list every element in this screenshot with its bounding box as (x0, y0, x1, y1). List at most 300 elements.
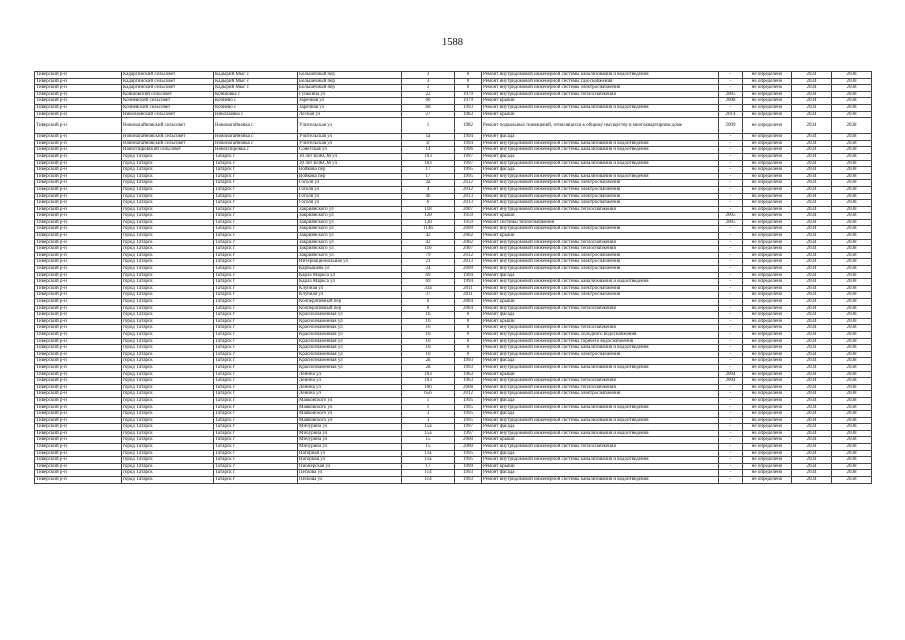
street-cell: 30 лет ВЛКСМ ул (298, 153, 402, 160)
locality-cell: Татарск г (214, 397, 298, 404)
plan-start-year-cell: 2034 (792, 91, 832, 98)
plan-end-year-cell: 2038 (832, 404, 872, 411)
build-year-cell: 1995 (455, 417, 482, 424)
plan-end-year-cell: 2038 (832, 272, 872, 279)
build-year-cell: 1997 (455, 160, 482, 167)
settlement-cell: город Татарск (122, 200, 214, 207)
plan-start-year-cell: 2034 (792, 134, 832, 141)
street-cell: Нагорная ул (298, 450, 402, 457)
district-cell: Тиверский р-н (35, 430, 122, 437)
table-row (35, 279, 872, 286)
plan-start-year-cell: 2034 (792, 167, 832, 174)
plan-start-year-cell: 2034 (792, 318, 832, 325)
plan-end-year-cell: 2038 (832, 118, 872, 134)
plan-end-year-cell: 2038 (832, 325, 872, 332)
last-repair-cell: - (719, 351, 743, 358)
work-type-cell: Ремонт внутридомовой инженерной системы электроснабжения (482, 200, 719, 207)
last-repair-cell: - (719, 140, 743, 147)
table-row (35, 219, 872, 226)
status-cell: не определено (743, 78, 792, 85)
street-cell: Закриянского ул (298, 246, 402, 253)
house-number-cell: 24 (402, 266, 455, 273)
plan-end-year-cell: 2038 (832, 378, 872, 385)
last-repair-cell: - (719, 72, 743, 79)
build-year-cell: 1959 (455, 219, 482, 226)
status-cell: не определено (743, 463, 792, 470)
status-cell: не определено (743, 206, 792, 213)
district-cell: Тиверский р-н (35, 104, 122, 111)
house-number-cell: 103 (402, 153, 455, 160)
locality-cell: Татарск г (214, 153, 298, 160)
plan-end-year-cell: 2038 (832, 266, 872, 273)
settlement-cell: город Татарск (122, 358, 214, 365)
plan-end-year-cell: 2038 (832, 417, 872, 424)
work-type-cell: Ремонт фасада (482, 424, 719, 431)
locality-cell: Татарск г (214, 444, 298, 451)
house-number-cell: 3 (402, 417, 455, 424)
status-cell: не определено (743, 351, 792, 358)
build-year-cell: 1979 (455, 91, 482, 98)
locality-cell: Кадырий Мыс с (214, 72, 298, 79)
street-cell: Мичурина ул (298, 437, 402, 444)
build-year-cell: 0 (455, 85, 482, 92)
status-cell: не определено (743, 411, 792, 418)
work-type-cell: Ремонт фасада (482, 153, 719, 160)
settlement-cell: город Татарск (122, 299, 214, 306)
settlement-cell: Кочневский сельсовет (122, 98, 214, 105)
table-row (35, 470, 872, 477)
locality-cell: Татарск г (214, 430, 298, 437)
table-row (35, 85, 872, 92)
work-type-cell: Ремонт внутридомовой инженерной системы канализования и водоотведения (482, 140, 719, 147)
table-row (35, 358, 872, 365)
plan-end-year-cell: 2038 (832, 411, 872, 418)
district-cell: Тиверский р-н (35, 279, 122, 286)
street-cell: Пескова ул (298, 477, 402, 484)
table-row (35, 111, 872, 118)
house-number-cell: 1 (402, 404, 455, 411)
locality-cell: Татарск г (214, 318, 298, 325)
plan-end-year-cell: 2038 (832, 98, 872, 105)
district-cell: Тиверский р-н (35, 444, 122, 451)
table-row (35, 160, 872, 167)
street-cell: Учительская ул (298, 134, 402, 141)
status-cell: не определено (743, 312, 792, 319)
last-repair-cell: - (719, 364, 743, 371)
plan-start-year-cell: 2034 (792, 312, 832, 319)
district-cell: Тиверский р-н (35, 147, 122, 154)
street-cell: Карбышева ул (298, 266, 402, 273)
build-year-cell: 1993 (455, 477, 482, 484)
work-type-cell: Ремонт фасада (482, 397, 719, 404)
build-year-cell: 1995 (455, 411, 482, 418)
district-cell: Тиверский р-н (35, 397, 122, 404)
settlement-cell: город Татарск (122, 404, 214, 411)
street-cell: Большечный пер (298, 78, 402, 85)
district-cell: Тиверский р-н (35, 226, 122, 233)
build-year-cell: 2009 (455, 266, 482, 273)
district-cell: Тиверский р-н (35, 213, 122, 220)
locality-cell: Татарск г (214, 213, 298, 220)
plan-start-year-cell: 2034 (792, 118, 832, 134)
settlement-cell: город Татарск (122, 153, 214, 160)
settlement-cell: город Татарск (122, 331, 214, 338)
plan-start-year-cell: 2034 (792, 279, 832, 286)
plan-start-year-cell: 2034 (792, 193, 832, 200)
status-cell: не определено (743, 457, 792, 464)
table-row (35, 371, 872, 378)
last-repair-cell: - (719, 285, 743, 292)
build-year-cell: 2012 (455, 252, 482, 259)
plan-end-year-cell: 2038 (832, 470, 872, 477)
locality-cell: Татарск г (214, 299, 298, 306)
plan-end-year-cell: 2038 (832, 450, 872, 457)
status-cell: не определено (743, 417, 792, 424)
build-year-cell: 0 (455, 325, 482, 332)
plan-end-year-cell: 2038 (832, 180, 872, 187)
table-row (35, 391, 872, 398)
locality-cell: Татарск г (214, 279, 298, 286)
settlement-cell: город Татарск (122, 371, 214, 378)
district-cell: Тиверский р-н (35, 98, 122, 105)
status-cell: не определено (743, 173, 792, 180)
street-cell: Маяковского ул (298, 404, 402, 411)
street-cell: Гоголя ул (298, 180, 402, 187)
build-year-cell: 1959 (455, 213, 482, 220)
status-cell: не определено (743, 167, 792, 174)
build-year-cell: 1979 (455, 98, 482, 105)
street-cell: Большечный пер (298, 85, 402, 92)
plan-end-year-cell: 2038 (832, 299, 872, 306)
work-type-cell: Ремонт крыши (482, 371, 719, 378)
locality-cell: Новонагайновка с (214, 118, 298, 134)
build-year-cell: 1983 (455, 111, 482, 118)
plan-end-year-cell: 2038 (832, 167, 872, 174)
plan-end-year-cell: 2038 (832, 312, 872, 319)
work-type-cell: Ремонт внутридомовой инженерной системы канализования и водоотведения (482, 345, 719, 352)
district-cell: Тиверский р-н (35, 404, 122, 411)
street-cell: Краснознаменная ул (298, 312, 402, 319)
work-type-cell: Ремонт внутридомовой инженерной системы электроснабжения (482, 292, 719, 299)
house-number-cell: 103 (402, 371, 455, 378)
locality-cell: Татарск г (214, 358, 298, 365)
locality-cell: Коншовка с (214, 91, 298, 98)
table-row (35, 424, 872, 431)
house-number-cell: 103 (402, 378, 455, 385)
locality-cell: Татарск г (214, 384, 298, 391)
settlement-cell: город Татарск (122, 450, 214, 457)
locality-cell: Татарск г (214, 437, 298, 444)
street-cell: Карла Маркса ул (298, 279, 402, 286)
locality-cell: Татарск г (214, 450, 298, 457)
plan-end-year-cell: 2038 (832, 430, 872, 437)
house-number-cell: 128 (402, 219, 455, 226)
build-year-cell: 2008 (455, 384, 482, 391)
settlement-cell: Кадаргинский сельсовет (122, 78, 214, 85)
build-year-cell: 1995 (455, 450, 482, 457)
street-cell: Закриянского ул (298, 226, 402, 233)
status-cell: не определено (743, 331, 792, 338)
settlement-cell: город Татарск (122, 364, 214, 371)
status-cell: не определено (743, 193, 792, 200)
house-number-cell: 42 (402, 233, 455, 240)
plan-start-year-cell: 2034 (792, 173, 832, 180)
house-number-cell: 4 (402, 186, 455, 193)
settlement-cell: город Татарск (122, 246, 214, 253)
locality-cell: Татарск г (214, 266, 298, 273)
work-type-cell: Ремонт внутридомовой инженерной системы электроснабжения (482, 226, 719, 233)
build-year-cell: 1997 (455, 430, 482, 437)
locality-cell: Татарск г (214, 305, 298, 312)
work-type-cell: Ремонт фасада (482, 470, 719, 477)
plan-start-year-cell: 2034 (792, 104, 832, 111)
build-year-cell: 0 (455, 318, 482, 325)
plan-start-year-cell: 2034 (792, 246, 832, 253)
last-repair-cell: 2005 (719, 91, 743, 98)
settlement-cell: город Татарск (122, 186, 214, 193)
locality-cell: Татарск г (214, 331, 298, 338)
house-number-cell: 16 (402, 318, 455, 325)
status-cell: не определено (743, 272, 792, 279)
house-number-cell: 37 (402, 292, 455, 299)
plan-start-year-cell: 2034 (792, 111, 832, 118)
district-cell: Тиверский р-н (35, 292, 122, 299)
plan-end-year-cell: 2038 (832, 213, 872, 220)
build-year-cell: 1999 (455, 463, 482, 470)
work-type-cell: Ремонт фасада (482, 167, 719, 174)
district-cell: Тиверский р-н (35, 193, 122, 200)
district-cell: Тиверский р-н (35, 318, 122, 325)
table-row (35, 325, 872, 332)
last-repair-cell: - (719, 312, 743, 319)
table-row (35, 252, 872, 259)
settlement-cell: город Татарск (122, 325, 214, 332)
table-row (35, 246, 872, 253)
settlement-cell: город Татарск (122, 305, 214, 312)
last-repair-cell: - (719, 85, 743, 92)
street-cell: Пескова ул (298, 470, 402, 477)
locality-cell: Татарск г (214, 186, 298, 193)
district-cell: Тиверский р-н (35, 364, 122, 371)
street-cell: Клубная ул (298, 292, 402, 299)
house-number-cell: 128 (402, 213, 455, 220)
status-cell: не определено (743, 147, 792, 154)
plan-end-year-cell: 2038 (832, 206, 872, 213)
street-cell: Краснознаменная ул (298, 345, 402, 352)
work-type-cell: Ремонт внутридомовой инженерной системы электроснабжения (482, 193, 719, 200)
build-year-cell: 1993 (455, 104, 482, 111)
last-repair-cell: - (719, 424, 743, 431)
locality-cell: Кочнево с (214, 104, 298, 111)
work-type-cell: Ремонт внутридомовой инженерной системы теплоснабжения (482, 246, 719, 253)
district-cell: Тиверский р-н (35, 206, 122, 213)
district-cell: Тиверский р-н (35, 180, 122, 187)
work-type-cell: Ремонт внутридомовой инженерной системы электроснабжения (482, 85, 719, 92)
settlement-cell: город Татарск (122, 351, 214, 358)
build-year-cell: 2004 (455, 305, 482, 312)
district-cell: Тиверский р-н (35, 470, 122, 477)
settlement-cell: Новонагайновский сельсовет (122, 134, 214, 141)
locality-cell: Татарск г (214, 338, 298, 345)
last-repair-cell: - (719, 233, 743, 240)
plan-start-year-cell: 2034 (792, 219, 832, 226)
district-cell: Тиверский р-н (35, 153, 122, 160)
status-cell: не определено (743, 345, 792, 352)
last-repair-cell: - (719, 397, 743, 404)
locality-cell: Татарск г (214, 233, 298, 240)
plan-start-year-cell: 2034 (792, 153, 832, 160)
work-type-cell: Ремонт внутридомовой инженерной системы холодного водоснабжения (482, 331, 719, 338)
plan-start-year-cell: 2034 (792, 226, 832, 233)
plan-start-year-cell: 2034 (792, 391, 832, 398)
table-row (35, 153, 872, 160)
plan-start-year-cell: 2034 (792, 345, 832, 352)
locality-cell: Татарск г (214, 167, 298, 174)
table-row (35, 259, 872, 266)
house-number-cell: 114 (402, 470, 455, 477)
work-type-cell: Ремонт внутридомовой инженерной системы электроснабжения (482, 266, 719, 273)
locality-cell: Татарск г (214, 206, 298, 213)
house-number-cell: 3 (402, 78, 455, 85)
work-type-cell: Ремонт системы теплоснабжения (482, 219, 719, 226)
street-cell: Закриянского ул (298, 233, 402, 240)
locality-cell: Татарск г (214, 173, 298, 180)
last-repair-cell: - (719, 463, 743, 470)
table-row (35, 345, 872, 352)
plan-start-year-cell: 2034 (792, 206, 832, 213)
build-year-cell: 1993 (455, 358, 482, 365)
street-cell: Краснознаменная ул (298, 318, 402, 325)
district-cell: Тиверский р-н (35, 78, 122, 85)
page-number: 1588 (442, 37, 463, 48)
settlement-cell: Кадаргинский сельсовет (122, 72, 214, 79)
house-number-cell: 1 (402, 397, 455, 404)
house-number-cell: 3 (402, 411, 455, 418)
house-number-cell: 2а (402, 180, 455, 187)
plan-start-year-cell: 2034 (792, 78, 832, 85)
district-cell: Тиверский р-н (35, 450, 122, 457)
settlement-cell: город Татарск (122, 391, 214, 398)
work-type-cell: Ремонт внутридомовой инженерной системы электроснабжения (482, 252, 719, 259)
table-row (35, 444, 872, 451)
build-year-cell: 1995 (455, 457, 482, 464)
settlement-cell: город Татарск (122, 213, 214, 220)
work-type-cell: Ремонт фасада (482, 450, 719, 457)
district-cell: Тиверский р-н (35, 200, 122, 207)
last-repair-cell: - (719, 457, 743, 464)
locality-cell: Новоспировка с (214, 147, 298, 154)
locality-cell: Татарск г (214, 219, 298, 226)
street-cell: Маяковского ул (298, 397, 402, 404)
work-type-cell: Ремонт внутридомовой инженерной системы канализования и водоотведения (482, 404, 719, 411)
settlement-cell: город Татарск (122, 206, 214, 213)
street-cell: Учительская ул (298, 118, 402, 134)
table-row (35, 397, 872, 404)
status-cell: не определено (743, 85, 792, 92)
house-number-cell: 4б (402, 193, 455, 200)
build-year-cell: 2009 (455, 226, 482, 233)
district-cell: Тиверский р-н (35, 378, 122, 385)
work-type-cell: Ремонт фасада (482, 272, 719, 279)
build-year-cell: 1995 (455, 397, 482, 404)
locality-cell: Татарск г (214, 180, 298, 187)
last-repair-cell: - (719, 305, 743, 312)
house-number-cell: 114б (402, 226, 455, 233)
table-row (35, 404, 872, 411)
settlement-cell: город Татарск (122, 259, 214, 266)
build-year-cell: 1994 (455, 272, 482, 279)
table-row (35, 78, 872, 85)
district-cell: Тиверский р-н (35, 239, 122, 246)
locality-cell: Татарск г (214, 404, 298, 411)
status-cell: не определено (743, 98, 792, 105)
last-repair-cell: 2009 (719, 118, 743, 134)
district-cell: Тиверский р-н (35, 285, 122, 292)
house-number-cell: 16 (402, 351, 455, 358)
work-type-cell: Ремонт крыши (482, 98, 719, 105)
plan-end-year-cell: 2038 (832, 331, 872, 338)
house-number-cell: 65б (402, 391, 455, 398)
street-cell: Заречная ул (298, 104, 402, 111)
work-type-cell: Ремонт внутридомовой инженерной системы теплоснабжения (482, 444, 719, 451)
status-cell: не определено (743, 378, 792, 385)
plan-end-year-cell: 2038 (832, 279, 872, 286)
table-row (35, 200, 872, 207)
status-cell: не определено (743, 252, 792, 259)
work-type-cell: Ремонт внутридомовой инженерной системы канализования и водоотведения (482, 457, 719, 464)
table-row (35, 118, 872, 134)
district-cell: Тиверский р-н (35, 233, 122, 240)
table-row (35, 292, 872, 299)
table-row (35, 318, 872, 325)
last-repair-cell: 2005 (719, 219, 743, 226)
street-cell: Мичурина ул (298, 430, 402, 437)
settlement-cell: город Татарск (122, 219, 214, 226)
settlement-cell: Новонагайновский сельсовет (122, 118, 214, 134)
work-type-cell: Ремонт внутридомовой инженерной системы канализования и водоотведения (482, 104, 719, 111)
build-year-cell: 2002 (455, 239, 482, 246)
house-number-cell: 118 (402, 206, 455, 213)
build-year-cell: 0 (455, 72, 482, 79)
plan-end-year-cell: 2038 (832, 186, 872, 193)
last-repair-cell: - (719, 338, 743, 345)
house-number-cell: 68 (402, 104, 455, 111)
table-row (35, 331, 872, 338)
district-cell: Тиверский р-н (35, 345, 122, 352)
plan-start-year-cell: 2034 (792, 213, 832, 220)
house-number-cell: 42 (402, 239, 455, 246)
settlement-cell: город Татарск (122, 173, 214, 180)
build-year-cell: 1993 (455, 470, 482, 477)
locality-cell: Татарск г (214, 470, 298, 477)
status-cell: не определено (743, 292, 792, 299)
house-number-cell: 17 (402, 173, 455, 180)
district-cell: Тиверский р-н (35, 391, 122, 398)
plan-start-year-cell: 2034 (792, 417, 832, 424)
street-cell: Нагорная ул (298, 457, 402, 464)
status-cell: не определено (743, 226, 792, 233)
status-cell: не определено (743, 430, 792, 437)
table-row (35, 378, 872, 385)
build-year-cell: 0 (455, 78, 482, 85)
plan-end-year-cell: 2038 (832, 457, 872, 464)
settlement-cell: город Татарск (122, 233, 214, 240)
plan-end-year-cell: 2038 (832, 463, 872, 470)
table-row (35, 437, 872, 444)
street-cell: Интернациональная ул (298, 259, 402, 266)
last-repair-cell: - (719, 391, 743, 398)
house-number-cell: 66 (402, 98, 455, 105)
